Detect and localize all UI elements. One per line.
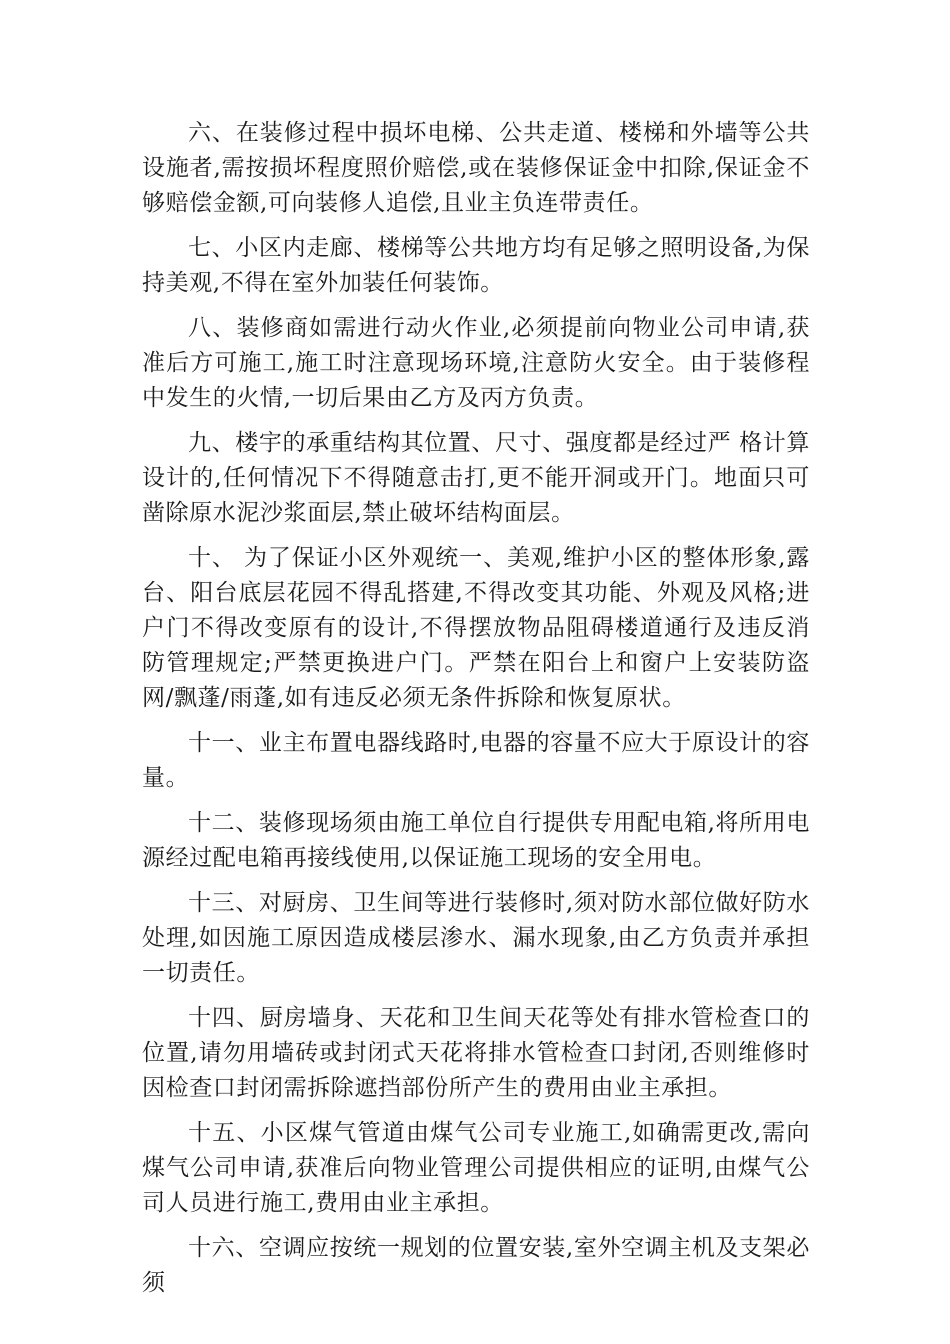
paragraph-10: 十、 为了保证小区外观统一、美观,维护小区的整体形象,露台、阳台底层花园不得乱搭建,不得改变其功能、外观及风格;进户门不得改变原有的设计,不得摆放物品阻碍楼道通行及违反消防管理规定;严禁更换进户门。严禁在阳台上和窗户上安装防盗网/飘蓬/雨蓬,如有违反必须无条件拆除和恢复原状。 (142, 545, 810, 711)
paragraph-15: 十五、小区煤气管道由煤气公司专业施工,如确需更改,需向煤气公司申请,获准后向物业管理公司提供相应的证明,由煤气公司人员进行施工,费用由业主承担。 (142, 1120, 810, 1216)
paragraph-7: 七、小区内走廊、楼梯等公共地方均有足够之照明设备,为保持美观,不得在室外加装任何装饰。 (142, 235, 810, 296)
paragraph-16: 十六、空调应按统一规划的位置安装,室外空调主机及支架必须 (142, 1235, 810, 1296)
paragraph-12: 十二、装修现场须由施工单位自行提供专用配电箱,将所用电源经过配电箱再接线使用,以保证施工现场的安全用电。 (142, 810, 810, 871)
paragraph-14: 十四、厨房墙身、天花和卫生间天花等处有排水管检查口的位置,请勿用墙砖或封闭式天花将排水管检查口封闭,否则维修时因检查口封闭需拆除遮挡部份所产生的费用由业主承担。 (142, 1005, 810, 1101)
paragraph-9: 九、楼宇的承重结构其位置、尺寸、强度都是经过严 格计算设计的,任何情况下不得随意击打,更不能开洞或开门。地面只可凿除原水泥沙浆面层,禁止破坏结构面层。 (142, 430, 810, 526)
paragraph-13: 十三、对厨房、卫生间等进行装修时,须对防水部位做好防水处理,如因施工原因造成楼层渗水、漏水现象,由乙方负责并承担一切责任。 (142, 890, 810, 986)
document-body (142, 116, 810, 1311)
paragraph-11: 十一、业主布置电器线路时,电器的容量不应大于原设计的容量。 (142, 730, 810, 791)
paragraph-8: 八、装修商如需进行动火作业,必须提前向物业公司申请,获准后方可施工,施工时注意现场环境,注意防火安全。由于装修程中发生的火情,一切后果由乙方及丙方负责。 (142, 315, 810, 411)
paragraph-6: 六、在装修过程中损坏电梯、公共走道、楼梯和外墙等公共设施者,需按损坏程度照价赔偿,或在装修保证金中扣除,保证金不够赔偿金额,可向装修人追偿,且业主负连带责任。 (142, 120, 810, 216)
